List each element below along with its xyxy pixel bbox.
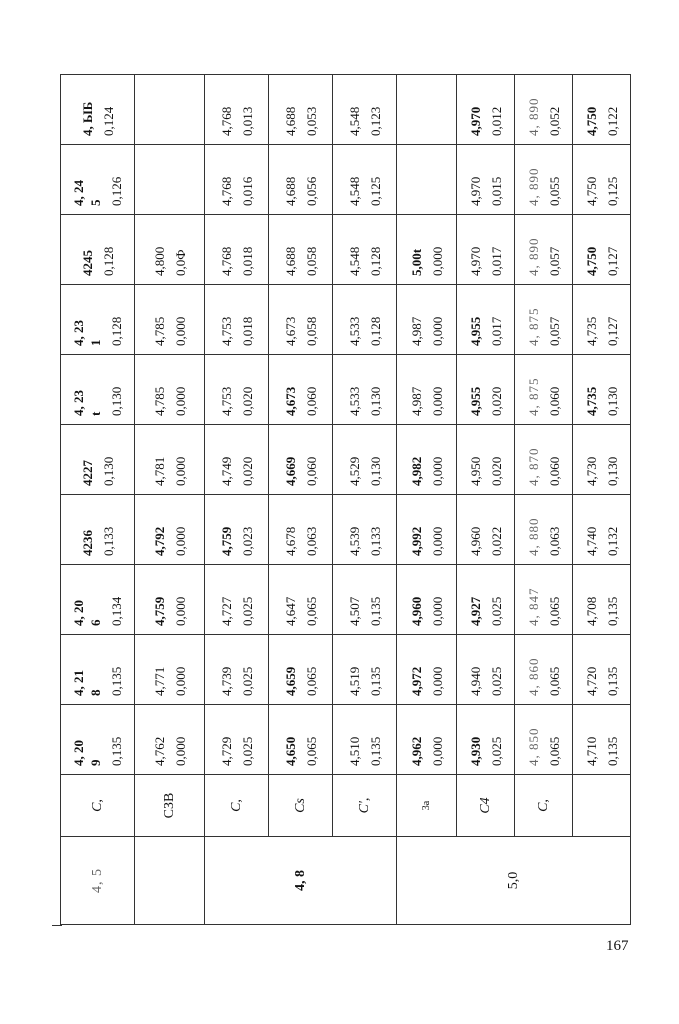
value-cell: 4,659 0,065 [269,635,333,705]
table-row [269,75,333,925]
value-cell: 4,970 0,015 [457,145,515,215]
value-cell: 4,735 0,130 [573,355,631,425]
value-cell: 4,548 0,125 [333,145,397,215]
value-cell: 4,720 0,135 [573,635,631,705]
table-row [397,75,457,925]
rotated-table-wrapper [60,75,620,925]
value-cell: 4,507 0,135 [333,565,397,635]
value-cell: 4,548 0,128 [333,215,397,285]
value-cell: 4, 875 0,057 [515,285,573,355]
value-cell: 4,519 0,135 [333,635,397,705]
value-cell: 4,688 0,056 [269,145,333,215]
value-cell: 4, 890 0,052 [515,75,573,145]
table-row [515,75,573,925]
value-cell: 4,650 0,065 [269,705,333,775]
value-cell: 4,940 0,025 [457,635,515,705]
page-number: 167 [606,938,629,954]
value-cell [135,75,205,145]
label-cell: C', [333,775,397,837]
value-cell: 4,992 0,000 [397,495,457,565]
value-cell [397,75,457,145]
value-cell [135,145,205,215]
value-cell: 4,785 0,000 [135,355,205,425]
value-cell: 4,678 0,063 [269,495,333,565]
value-cell: 4, 890 0,057 [515,215,573,285]
value-cell: 4, 870 0,060 [515,425,573,495]
value-cell: 4,750 0,125 [573,145,631,215]
value-cell: 4,768 0,013 [205,75,269,145]
value-cell: 4,970 0,012 [457,75,515,145]
value-cell: 4, 23 t 0,130 [61,355,135,425]
value-cell: 4, 850 0,065 [515,705,573,775]
value-cell: 4, 20 9 0,135 [61,705,135,775]
group-cell: 4, 8 [205,837,397,925]
label-cell: Cs [269,775,333,837]
value-cell: 4,962 0,000 [397,705,457,775]
label-cell: СЗВ [135,775,205,837]
value-cell: 4,781 0,000 [135,425,205,495]
table-row [573,75,631,925]
group-cell: 5,0 [397,837,631,925]
value-cell: 4,708 0,135 [573,565,631,635]
value-cell: 4,753 0,020 [205,355,269,425]
value-cell: 4,727 0,025 [205,565,269,635]
value-cell: 4, ЫБ 0,124 [61,75,135,145]
value-cell: 4, 24 5 0,126 [61,145,135,215]
value-cell: 4,533 0,128 [333,285,397,355]
value-cell: 4, 860 0,065 [515,635,573,705]
table-row [333,75,397,925]
value-cell: 4,740 0,132 [573,495,631,565]
label-cell: C, [205,775,269,837]
value-cell: 4,688 0,058 [269,215,333,285]
value-cell: 4,950 0,020 [457,425,515,495]
label-cell: C, [515,775,573,837]
value-cell: 4, 847 0,065 [515,565,573,635]
value-cell: 4,533 0,130 [333,355,397,425]
value-cell: 4, 23 1 0,128 [61,285,135,355]
group-cell [135,837,205,925]
value-cell: 4,739 0,025 [205,635,269,705]
table-row [457,75,515,925]
value-cell: 4,759 0,023 [205,495,269,565]
value-cell: 4,710 0,135 [573,705,631,775]
value-cell: 4,792 0,000 [135,495,205,565]
table-row [205,75,269,925]
value-cell: 4,960 0,000 [397,565,457,635]
value-cell: 4,730 0,130 [573,425,631,495]
value-cell: 4227 0,130 [61,425,135,495]
value-cell: 4,762 0,000 [135,705,205,775]
value-cell: 4,982 0,000 [397,425,457,495]
value-cell: 4,735 0,127 [573,285,631,355]
value-cell: 4,750 0,122 [573,75,631,145]
value-cell: 4,529 0,130 [333,425,397,495]
value-cell: 4,548 0,123 [333,75,397,145]
value-cell: 4, 20 6 0,134 [61,565,135,635]
value-cell [397,145,457,215]
table-row [61,75,135,925]
label-cell: C, [61,775,135,837]
value-cell: 4,927 0,025 [457,565,515,635]
value-cell: 4,647 0,065 [269,565,333,635]
value-cell: 4,960 0,022 [457,495,515,565]
value-cell: 4,930 0,025 [457,705,515,775]
value-cell: 4,749 0,020 [205,425,269,495]
value-cell: 4,972 0,000 [397,635,457,705]
value-cell: 4,688 0,053 [269,75,333,145]
value-cell: 4,669 0,060 [269,425,333,495]
value-cell: 4245 0,128 [61,215,135,285]
table-edge-line [52,925,62,926]
value-cell: 4,539 0,133 [333,495,397,565]
value-cell: 4,987 0,000 [397,355,457,425]
data-table [60,74,631,925]
table-row [135,75,205,925]
value-cell: 4, 21 8 0,135 [61,635,135,705]
value-cell: 4,759 0,000 [135,565,205,635]
value-cell: 4,750 0,127 [573,215,631,285]
label-cell: C4 [457,775,515,837]
value-cell: 4,955 0,020 [457,355,515,425]
value-cell: 4, 880 0,063 [515,495,573,565]
value-cell: 4,771 0,000 [135,635,205,705]
value-cell: 5,00t 0,000 [397,215,457,285]
value-cell: 4, 890 0,055 [515,145,573,215]
value-cell: 4,987 0,000 [397,285,457,355]
value-cell: 4,510 0,135 [333,705,397,775]
value-cell: 4,729 0,025 [205,705,269,775]
label-cell [573,775,631,837]
value-cell: 4,800 0,0Ф [135,215,205,285]
value-cell: 4,768 0,018 [205,215,269,285]
group-cell: 4, 5 [61,837,135,925]
value-cell: 4,955 0,017 [457,285,515,355]
value-cell: 4236 0,133 [61,495,135,565]
value-cell: 4,768 0,016 [205,145,269,215]
value-cell: 4,970 0,017 [457,215,515,285]
label-cell: 3a [397,775,457,837]
value-cell: 4, 875 0,060 [515,355,573,425]
value-cell: 4,673 0,058 [269,285,333,355]
value-cell: 4,753 0,018 [205,285,269,355]
value-cell: 4,673 0,060 [269,355,333,425]
value-cell: 4,785 0,000 [135,285,205,355]
